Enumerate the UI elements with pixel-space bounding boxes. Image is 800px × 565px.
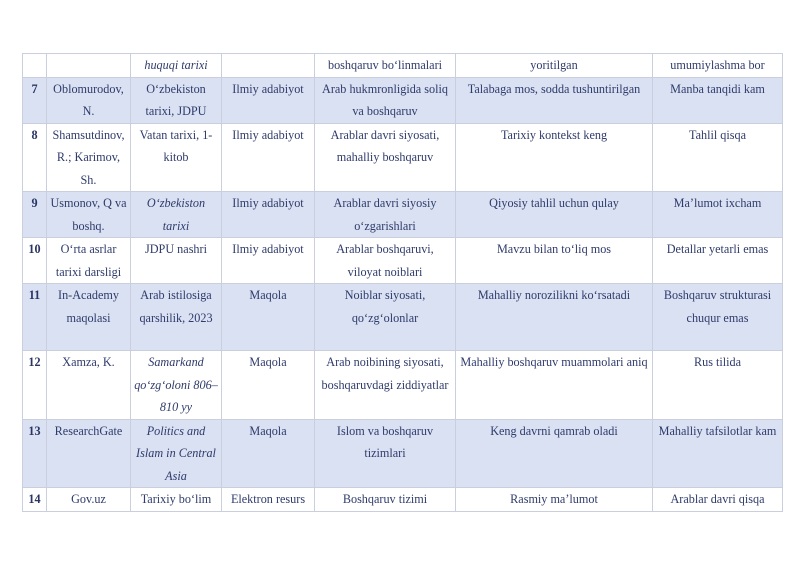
merit-cell: Mavzu bilan to‘liq mos xyxy=(456,238,653,284)
merit-cell: Qiyosiy tahlil uchun qulay xyxy=(456,192,653,238)
author-cell: Xamza, K. xyxy=(47,351,131,420)
table-body xyxy=(23,54,783,512)
title-cell: O‘zbekiston tarixi, JDPU xyxy=(131,77,222,123)
table-row xyxy=(23,192,783,238)
author-cell xyxy=(47,54,131,78)
limitation-cell: Arablar davri qisqa xyxy=(653,488,783,512)
source-type-cell: Maqola xyxy=(222,419,315,488)
row-number: 7 xyxy=(23,77,47,123)
author-cell: Oblomurodov, N. xyxy=(47,77,131,123)
source-type-cell: Ilmiy adabiyot xyxy=(222,123,315,192)
source-type-cell: Maqola xyxy=(222,351,315,420)
author-cell: O‘rta asrlar tarixi darsligi xyxy=(47,238,131,284)
title-cell: Vatan tarixi, 1-kitob xyxy=(131,123,222,192)
limitation-cell: Boshqaruv strukturasi chuqur emas xyxy=(653,284,783,351)
row-number xyxy=(23,54,47,78)
table-row xyxy=(23,238,783,284)
author-cell: Shamsutdinov, R.; Karimov, Sh. xyxy=(47,123,131,192)
literature-table xyxy=(22,53,783,512)
title-cell: O‘zbekiston tarixi xyxy=(131,192,222,238)
title-cell: huquqi tarixi xyxy=(131,54,222,78)
limitation-cell: Mahalliy tafsilotlar kam xyxy=(653,419,783,488)
topic-cell: Arab noibining siyosati, boshqaruvdagi ziddiyatlar xyxy=(315,351,456,420)
table-row xyxy=(23,123,783,192)
topic-cell: boshqaruv bo‘linmalari xyxy=(315,54,456,78)
topic-cell: Islom va boshqaruv tizimlari xyxy=(315,419,456,488)
source-type-cell: Maqola xyxy=(222,284,315,351)
title-cell: Tarixiy bo‘lim xyxy=(131,488,222,512)
title-cell: Politics and Islam in Central Asia xyxy=(131,419,222,488)
merit-cell: Keng davrni qamrab oladi xyxy=(456,419,653,488)
table-row xyxy=(23,419,783,488)
title-cell: JDPU nashri xyxy=(131,238,222,284)
row-number: 13 xyxy=(23,419,47,488)
source-type-cell: Ilmiy adabiyot xyxy=(222,238,315,284)
limitation-cell: Rus tilida xyxy=(653,351,783,420)
topic-cell: Arablar davri siyosati, mahalliy boshqaruv xyxy=(315,123,456,192)
author-cell: Usmonov, Q va boshq. xyxy=(47,192,131,238)
source-type-cell xyxy=(222,54,315,78)
topic-cell: Noiblar siyosati, qo‘zg‘olonlar xyxy=(315,284,456,351)
table-row xyxy=(23,351,783,420)
table-row xyxy=(23,488,783,512)
merit-cell: yoritilgan xyxy=(456,54,653,78)
merit-cell: Rasmiy ma’lumot xyxy=(456,488,653,512)
topic-cell: Arablar boshqaruvi, viloyat noiblari xyxy=(315,238,456,284)
row-number: 11 xyxy=(23,284,47,351)
limitation-cell: Detallar yetarli emas xyxy=(653,238,783,284)
table-row xyxy=(23,54,783,78)
author-cell: ResearchGate xyxy=(47,419,131,488)
author-cell: Gov.uz xyxy=(47,488,131,512)
row-number: 9 xyxy=(23,192,47,238)
topic-cell: Arab hukmronligida soliq va boshqaruv xyxy=(315,77,456,123)
topic-cell: Boshqaruv tizimi xyxy=(315,488,456,512)
limitation-cell: Tahlil qisqa xyxy=(653,123,783,192)
row-number: 10 xyxy=(23,238,47,284)
source-type-cell: Ilmiy adabiyot xyxy=(222,192,315,238)
table-row xyxy=(23,284,783,351)
merit-cell: Talabaga mos, sodda tushuntirilgan xyxy=(456,77,653,123)
row-number: 14 xyxy=(23,488,47,512)
limitation-cell: Manba tanqidi kam xyxy=(653,77,783,123)
table-row xyxy=(23,77,783,123)
row-number: 12 xyxy=(23,351,47,420)
limitation-cell: umumiylashma bor xyxy=(653,54,783,78)
title-cell: Samarkand qo‘zg‘oloni 806–810 yy xyxy=(131,351,222,420)
source-type-cell: Ilmiy adabiyot xyxy=(222,77,315,123)
merit-cell: Mahalliy boshqaruv muammolari aniq xyxy=(456,351,653,420)
limitation-cell: Ma’lumot ixcham xyxy=(653,192,783,238)
merit-cell: Tarixiy kontekst keng xyxy=(456,123,653,192)
row-number: 8 xyxy=(23,123,47,192)
author-cell: In-Academy maqolasi xyxy=(47,284,131,351)
topic-cell: Arablar davri siyosiy o‘zgarishlari xyxy=(315,192,456,238)
title-cell: Arab istilosiga qarshilik, 2023 xyxy=(131,284,222,351)
merit-cell: Mahalliy noroziliknі ko‘rsatadi xyxy=(456,284,653,351)
source-type-cell: Elektron resurs xyxy=(222,488,315,512)
